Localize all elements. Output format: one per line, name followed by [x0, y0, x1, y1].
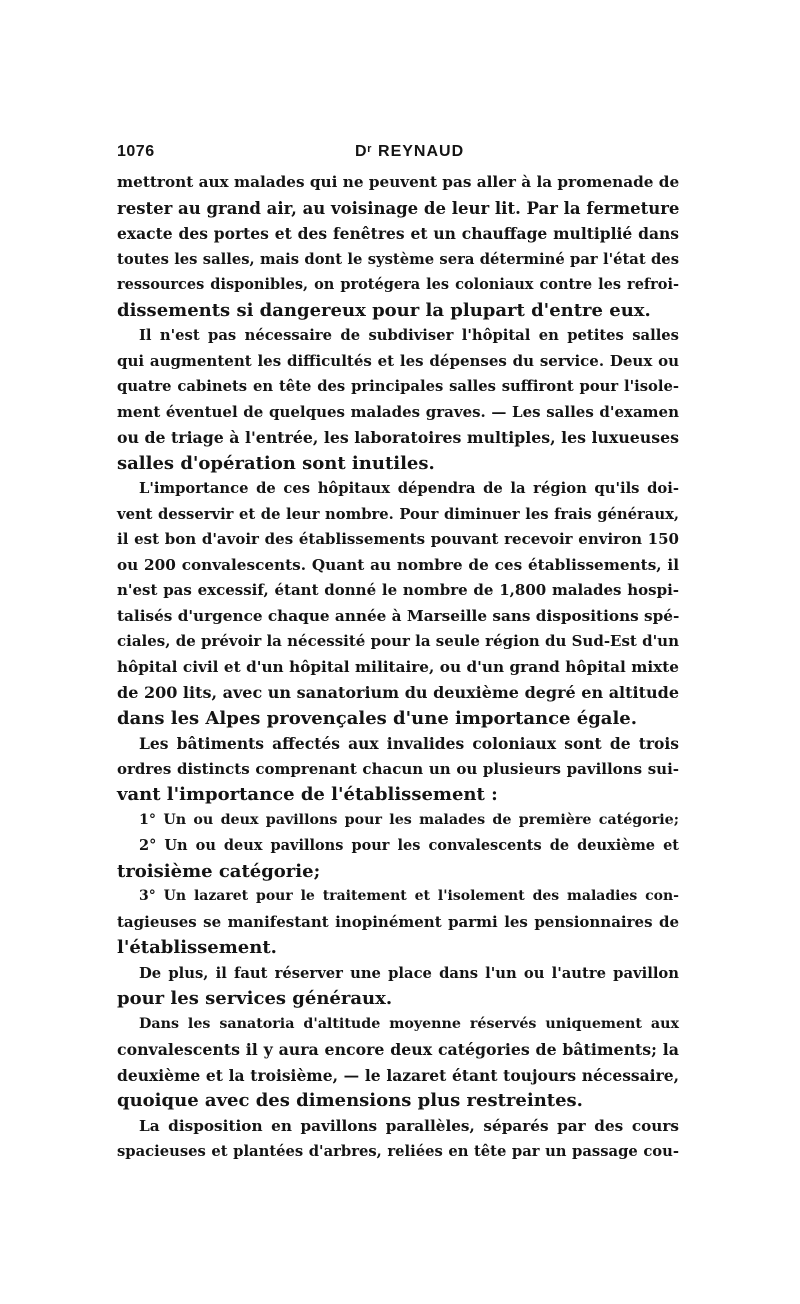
text-line: mettront aux malades qui ne peuvent pas aller à la promenade de — [117, 173, 680, 191]
text-line: dissements si dangereux pour la plupart d'entre eux. — [117, 299, 651, 321]
text-line: De plus, il faut réserver une place dans l'un ou l'autre pavillon — [139, 964, 679, 982]
text-line: ressources disponibles, on protégera les coloniaux contre les refroi- — [117, 276, 679, 293]
text-line: L'importance de ces hôpitaux dépendra de la région qu'ils doi- — [139, 480, 679, 497]
text-line: 2° Un ou deux pavillons pour les convalescents de deuxième et — [139, 837, 679, 854]
text-line: troisième catégorie; — [117, 860, 321, 882]
text-line: l'établissement. — [117, 937, 277, 958]
text-line: talisés d'urgence chaque année à Marseille sans dispositions spé- — [117, 606, 680, 625]
text-line: dans les Alpes provençales d'une importance égale. — [117, 707, 638, 729]
text-line: Dans les sanatoria d'altitude moyenne réservés uniquement aux — [139, 1015, 679, 1032]
text-line: rester au grand air, au voisinage de leur lit. Par la fermeture — [117, 198, 680, 218]
text-line: ordres distincts comprenant chacun un ou plusieurs pavillons sui- — [117, 759, 679, 778]
text-line: deuxième et la troisième, — le lazaret étant toujours nécessaire, — [117, 1065, 679, 1085]
text-line: qui augmentent les difficultés et les dépenses du service. Deux ou — [117, 351, 679, 370]
text-line: Il n'est pas nécessaire de subdiviser l'hôpital en petites salles — [139, 327, 679, 344]
text-line: ment éventuel de quelques malades graves. — Les salles d'examen — [117, 402, 679, 421]
text-line: n'est pas excessif, étant donné le nombre de 1,800 malades hospi- — [117, 581, 679, 599]
text-line: ou 200 convalescents. Quant au nombre de ces établissements, il — [117, 555, 679, 574]
text-line: ciales, de prévoir la nécessité pour la seule région du Sud-Est d'un — [117, 632, 679, 650]
text-line: il est bon d'avoir des établissements pouvant recevoir environ 150 — [117, 530, 679, 548]
text-line: Les bâtiments affectés aux invalides coloniaux sont de trois — [139, 734, 679, 753]
text-line: vant l'importance de l'établissement : — [117, 784, 498, 805]
text-line: vent desservir et de leur nombre. Pour diminuer les frais généraux, — [117, 505, 679, 523]
page-number: 1076 — [117, 143, 155, 160]
text-line: spacieuses et plantées d'arbres, reliées en tête par un passage cou- — [117, 1143, 679, 1160]
text-line: hôpital civil et d'un hôpital militaire, ou d'un grand hôpital mixte — [117, 657, 679, 676]
running-head-author: Dʳ REYNAUD — [355, 143, 465, 160]
text-line: salles d'opération sont inutiles. — [117, 452, 435, 474]
body-text — [117, 170, 679, 1165]
text-line: pour les services généraux. — [117, 988, 393, 1009]
text-line: La disposition en pavillons parallèles, séparés par des cours — [139, 1116, 679, 1135]
text-line: exacte des portes et des fenêtres et un chauffage multiplié dans — [117, 224, 679, 243]
text-line: quatre cabinets en tête des principales salles suffiront pour l'isole- — [117, 378, 679, 395]
text-line: tagieuses se manifestant inopinément parmi les pensionnaires de — [117, 912, 679, 931]
text-line: ou de triage à l'entrée, les laboratoires multiples, les luxueuses — [117, 428, 679, 447]
text-line: 1° Un ou deux pavillons pour les malades de première catégorie; — [139, 811, 679, 828]
text-line: convalescents il y aura encore deux catégories de bâtiments; la — [117, 1040, 679, 1059]
text-line: 3° Un lazaret pour le traitement et l'isolement des maladies con- — [139, 888, 679, 904]
text-line: de 200 lits, avec un sanatorium du deuxième degré en altitude — [117, 683, 679, 702]
text-line: toutes les salles, mais dont le système sera déterminé par l'état des — [117, 250, 679, 268]
page-header — [117, 143, 679, 167]
text-line: quoique avec des dimensions plus restreintes. — [117, 1090, 583, 1111]
